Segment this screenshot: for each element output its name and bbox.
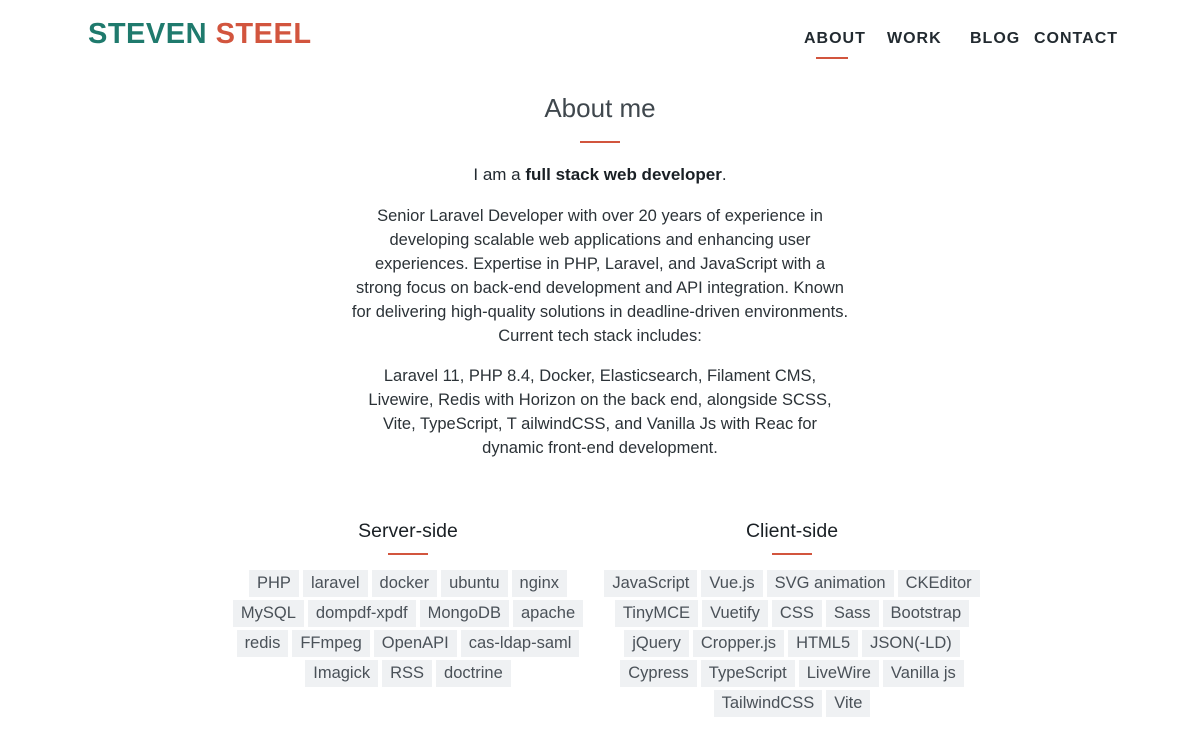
skill-tag: Cypress (620, 660, 697, 687)
skill-tag: jQuery (624, 630, 689, 657)
skill-tag: TypeScript (701, 660, 795, 687)
skill-tag: JavaScript (604, 570, 697, 597)
skill-tag: ubuntu (441, 570, 507, 597)
skill-tag: MongoDB (420, 600, 509, 627)
skill-tag: FFmpeg (292, 630, 369, 657)
skill-tag: Vue.js (701, 570, 762, 597)
skill-tag: RSS (382, 660, 432, 687)
page-title: About me (544, 93, 656, 123)
intro-suffix: . (721, 165, 727, 184)
client-side-divider (772, 553, 812, 555)
nav-contact-link[interactable]: CONTACT (1034, 30, 1119, 47)
server-side-tag-list (216, 570, 600, 687)
bio-paragraph: Senior Laravel Developer with over 20 years of experience in developing scalable web applications and enhancing user experiences. Expertise in PHP, Laravel, and JavaScript with a strong focus on back-end development and API integration. Known for delivering high-quality solutions in deadline-driven environments. Current tech stack includes: (351, 207, 849, 345)
intro-prefix: I am a (473, 165, 526, 184)
skill-tag: Sass (826, 600, 879, 627)
skill-tag: CSS (772, 600, 822, 627)
skill-tag: LiveWire (799, 660, 879, 687)
skill-tag: redis (237, 630, 289, 657)
nav-work-link[interactable]: WORK (887, 30, 942, 47)
server-side-divider (388, 553, 428, 555)
skill-tag: doctrine (436, 660, 511, 687)
nav-about-link[interactable]: ABOUT (804, 30, 866, 47)
client-side-tag-list (600, 570, 984, 717)
skill-tag: Vite (826, 690, 870, 717)
nav-blog-link[interactable]: BLOG (970, 30, 1021, 47)
nav-active-indicator (816, 57, 848, 59)
skill-tag: OpenAPI (374, 630, 457, 657)
server-side-heading: Server-side (358, 520, 458, 542)
skill-tag: SVG animation (767, 570, 894, 597)
skill-tag: nginx (512, 570, 567, 597)
skill-tag: Imagick (305, 660, 378, 687)
skill-tag: Cropper.js (693, 630, 784, 657)
skill-tag: PHP (249, 570, 299, 597)
main-nav (0, 30, 1200, 64)
skill-tag: TinyMCE (615, 600, 698, 627)
client-side-skills (600, 520, 984, 717)
server-side-skills (216, 520, 600, 687)
skill-tag: JSON(-LD) (862, 630, 960, 657)
skill-tag: Vanilla js (883, 660, 964, 687)
skill-tag: HTML5 (788, 630, 858, 657)
logo-last-name: STEEL (215, 18, 312, 50)
logo-first-name: STEVEN (88, 18, 208, 50)
skill-tag: Vuetify (702, 600, 768, 627)
tech-stack-paragraph: Laravel 11, PHP 8.4, Docker, Elasticsearch, Filament CMS, Livewire, Redis with Horizon on the back end, alongside SCSS, Vite, TypeScript, T ailwindCSS, and Vanilla Js with Reac for dynamic front-end development. (368, 367, 832, 457)
skill-tag: apache (513, 600, 583, 627)
skill-tag: Bootstrap (883, 600, 970, 627)
skill-tag: laravel (303, 570, 368, 597)
skill-tag: docker (372, 570, 438, 597)
skill-tag: cas-ldap-saml (461, 630, 580, 657)
client-side-heading: Client-side (745, 520, 839, 542)
intro-line (0, 165, 1200, 185)
skill-tag: MySQL (233, 600, 304, 627)
skill-tag: CKEditor (898, 570, 980, 597)
skill-tag: TailwindCSS (714, 690, 823, 717)
intro-role: full stack web developer (525, 165, 722, 184)
skill-tag: dompdf-xpdf (308, 600, 416, 627)
title-divider (580, 141, 620, 143)
